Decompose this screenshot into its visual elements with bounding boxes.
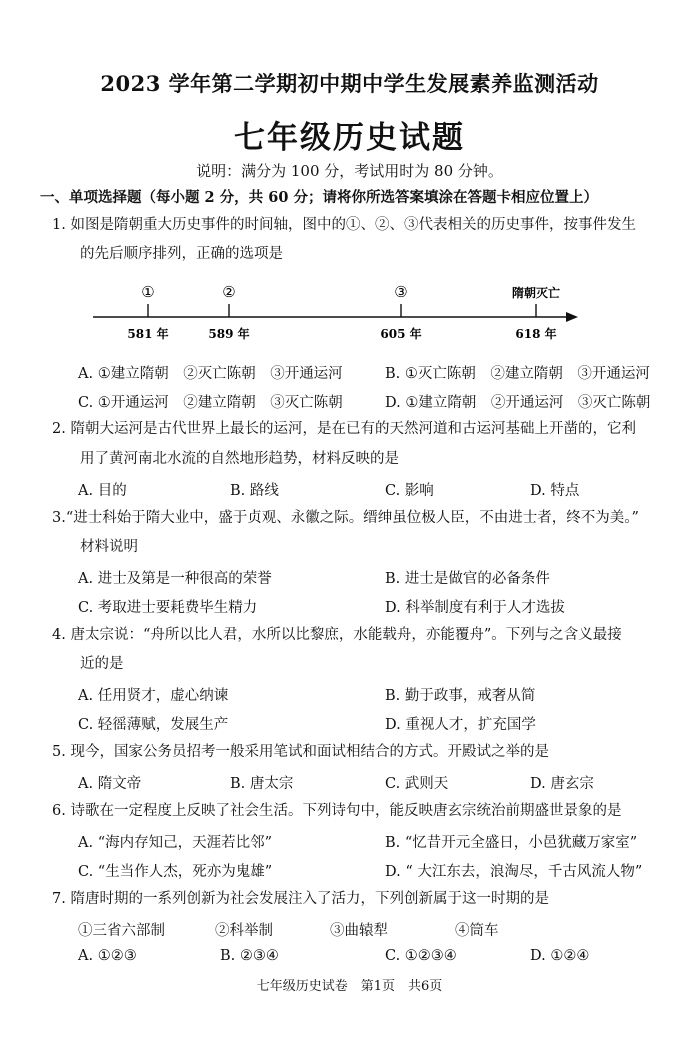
q4-stem-line1: 4. 唐太宗说：“舟所以比人君，水所以比黎庶，水能载舟，亦能覆舟”。下列与之含义最接 bbox=[52, 627, 622, 643]
q3-option-d[interactable]: D. 科举制度有利于人才选拔 bbox=[385, 600, 565, 616]
q1-option-a[interactable]: A. ①建立隋朝 ②灭亡陈朝 ③开通运河 bbox=[78, 366, 343, 382]
q2-stem-line2: 用了黄河南北水流的自然地形趋势，材料反映的是 bbox=[80, 451, 399, 467]
exam-title-sub: 七年级历史试题 bbox=[234, 120, 465, 156]
section-1-title: 一、单项选择题（每小题 2 分，共 60 分；请将你所选答案填涂在答题卡相应位置上） bbox=[40, 189, 598, 206]
q5-stem-line1: 5. 现今，国家公务员招考一般采用笔试和面试相结合的方式。开殿试之举的是 bbox=[52, 744, 549, 760]
q3-stem-line1: 3.“进士科始于隋大业中，盛于贞观、永徽之际。缙绅虽位极人臣，不由进士者，终不为美。” bbox=[52, 510, 639, 526]
q1-stem-line2: 的先后顺序排列，正确的选项是 bbox=[80, 246, 283, 262]
timeline-marker-1: ① bbox=[141, 283, 155, 301]
q3-stem-line2: 材料说明 bbox=[80, 539, 138, 555]
q2-option-c[interactable]: C. 影响 bbox=[385, 483, 434, 499]
q2-stem-line1: 2. 隋朝大运河是古代世界上最长的运河，是在已有的天然河道和古运河基础上开凿的，它利 bbox=[52, 421, 636, 437]
timeline-arrow-icon bbox=[566, 312, 578, 322]
q4-option-b[interactable]: B. 勤于政事，戒奢从简 bbox=[385, 688, 536, 704]
timeline-year-589: 589 年 bbox=[208, 327, 250, 341]
q2-option-b[interactable]: B. 路线 bbox=[230, 483, 279, 499]
q7-option-b[interactable]: B. ②③④ bbox=[220, 948, 279, 964]
q4-option-c[interactable]: C. 轻徭薄赋，发展生产 bbox=[78, 717, 229, 733]
timeline-marker-2: ② bbox=[222, 283, 236, 301]
q1-option-c[interactable]: C. ①开通运河 ②建立隋朝 ③灭亡陈朝 bbox=[78, 395, 343, 411]
page-footer: 七年级历史试卷 第1页 共6页 bbox=[256, 979, 443, 994]
q3-option-a[interactable]: A. 进士及第是一种很高的荣誉 bbox=[78, 571, 272, 587]
q4-option-a[interactable]: A. 任用贤才，虚心纳谏 bbox=[78, 688, 229, 704]
q6-option-a[interactable]: A. “海内存知己，天涯若比邻” bbox=[78, 835, 273, 851]
q1-timeline bbox=[88, 280, 588, 350]
q7-item-1: ①三省六部制 bbox=[78, 923, 165, 939]
q4-stem-line2: 近的是 bbox=[80, 656, 124, 672]
q7-option-c[interactable]: C. ①②③④ bbox=[385, 948, 457, 964]
q5-option-b[interactable]: B. 唐太宗 bbox=[230, 776, 294, 792]
q7-item-2: ②科举制 bbox=[215, 923, 273, 939]
exam-note: 说明：满分为 100 分，考试用时为 80 分钟。 bbox=[196, 162, 503, 180]
timeline-year-581: 581 年 bbox=[127, 327, 169, 341]
q7-stem-line1: 7. 隋唐时期的一系列创新为社会发展注入了活力，下列创新属于这一时期的是 bbox=[52, 891, 549, 907]
q1-option-b[interactable]: B. ①灭亡陈朝 ②建立隋朝 ③开通运河 bbox=[385, 366, 650, 382]
q3-option-c[interactable]: C. 考取进士要耗费毕生精力 bbox=[78, 600, 258, 616]
q1-stem-line1: 1. 如图是隋朝重大历史事件的时间轴，图中的①、②、③代表相关的历史事件，按事件发生 bbox=[52, 217, 636, 233]
q3-option-b[interactable]: B. 进士是做官的必备条件 bbox=[385, 571, 550, 587]
q1-option-d[interactable]: D. ①建立隋朝 ②开通运河 ③灭亡陈朝 bbox=[385, 395, 651, 411]
q7-option-d[interactable]: D. ①②④ bbox=[530, 948, 590, 964]
q7-item-4: ④筒车 bbox=[455, 923, 499, 939]
q5-option-c[interactable]: C. 武则天 bbox=[385, 776, 449, 792]
q6-option-b[interactable]: B. “忆昔开元全盛日，小邑犹藏万家室” bbox=[385, 835, 638, 851]
q6-option-d[interactable]: D. “ 大江东去，浪淘尽，千古风流人物” bbox=[385, 864, 643, 880]
timeline-year-605: 605 年 bbox=[380, 327, 422, 341]
q2-option-a[interactable]: A. 目的 bbox=[78, 483, 127, 499]
q6-option-c[interactable]: C. “生当作人杰，死亦为鬼雄” bbox=[78, 864, 273, 880]
q7-option-a[interactable]: A. ①②③ bbox=[78, 948, 137, 964]
timeline-marker-sui-fall: 隋朝灭亡 bbox=[511, 286, 561, 300]
q5-option-d[interactable]: D. 唐玄宗 bbox=[530, 776, 594, 792]
timeline-year-618: 618 年 bbox=[515, 327, 557, 341]
exam-title-main: 2023 学年第二学期初中期中学生发展素养监测活动 bbox=[100, 71, 599, 96]
q7-item-3: ③曲辕犁 bbox=[330, 923, 388, 939]
q2-option-d[interactable]: D. 特点 bbox=[530, 483, 580, 499]
q4-option-d[interactable]: D. 重视人才，扩充国学 bbox=[385, 717, 536, 733]
q6-stem-line1: 6. 诗歌在一定程度上反映了社会生活。下列诗句中，能反映唐玄宗统治前期盛世景象的是 bbox=[52, 803, 622, 819]
timeline-marker-3: ③ bbox=[394, 283, 408, 301]
q5-option-a[interactable]: A. 隋文帝 bbox=[78, 776, 142, 792]
